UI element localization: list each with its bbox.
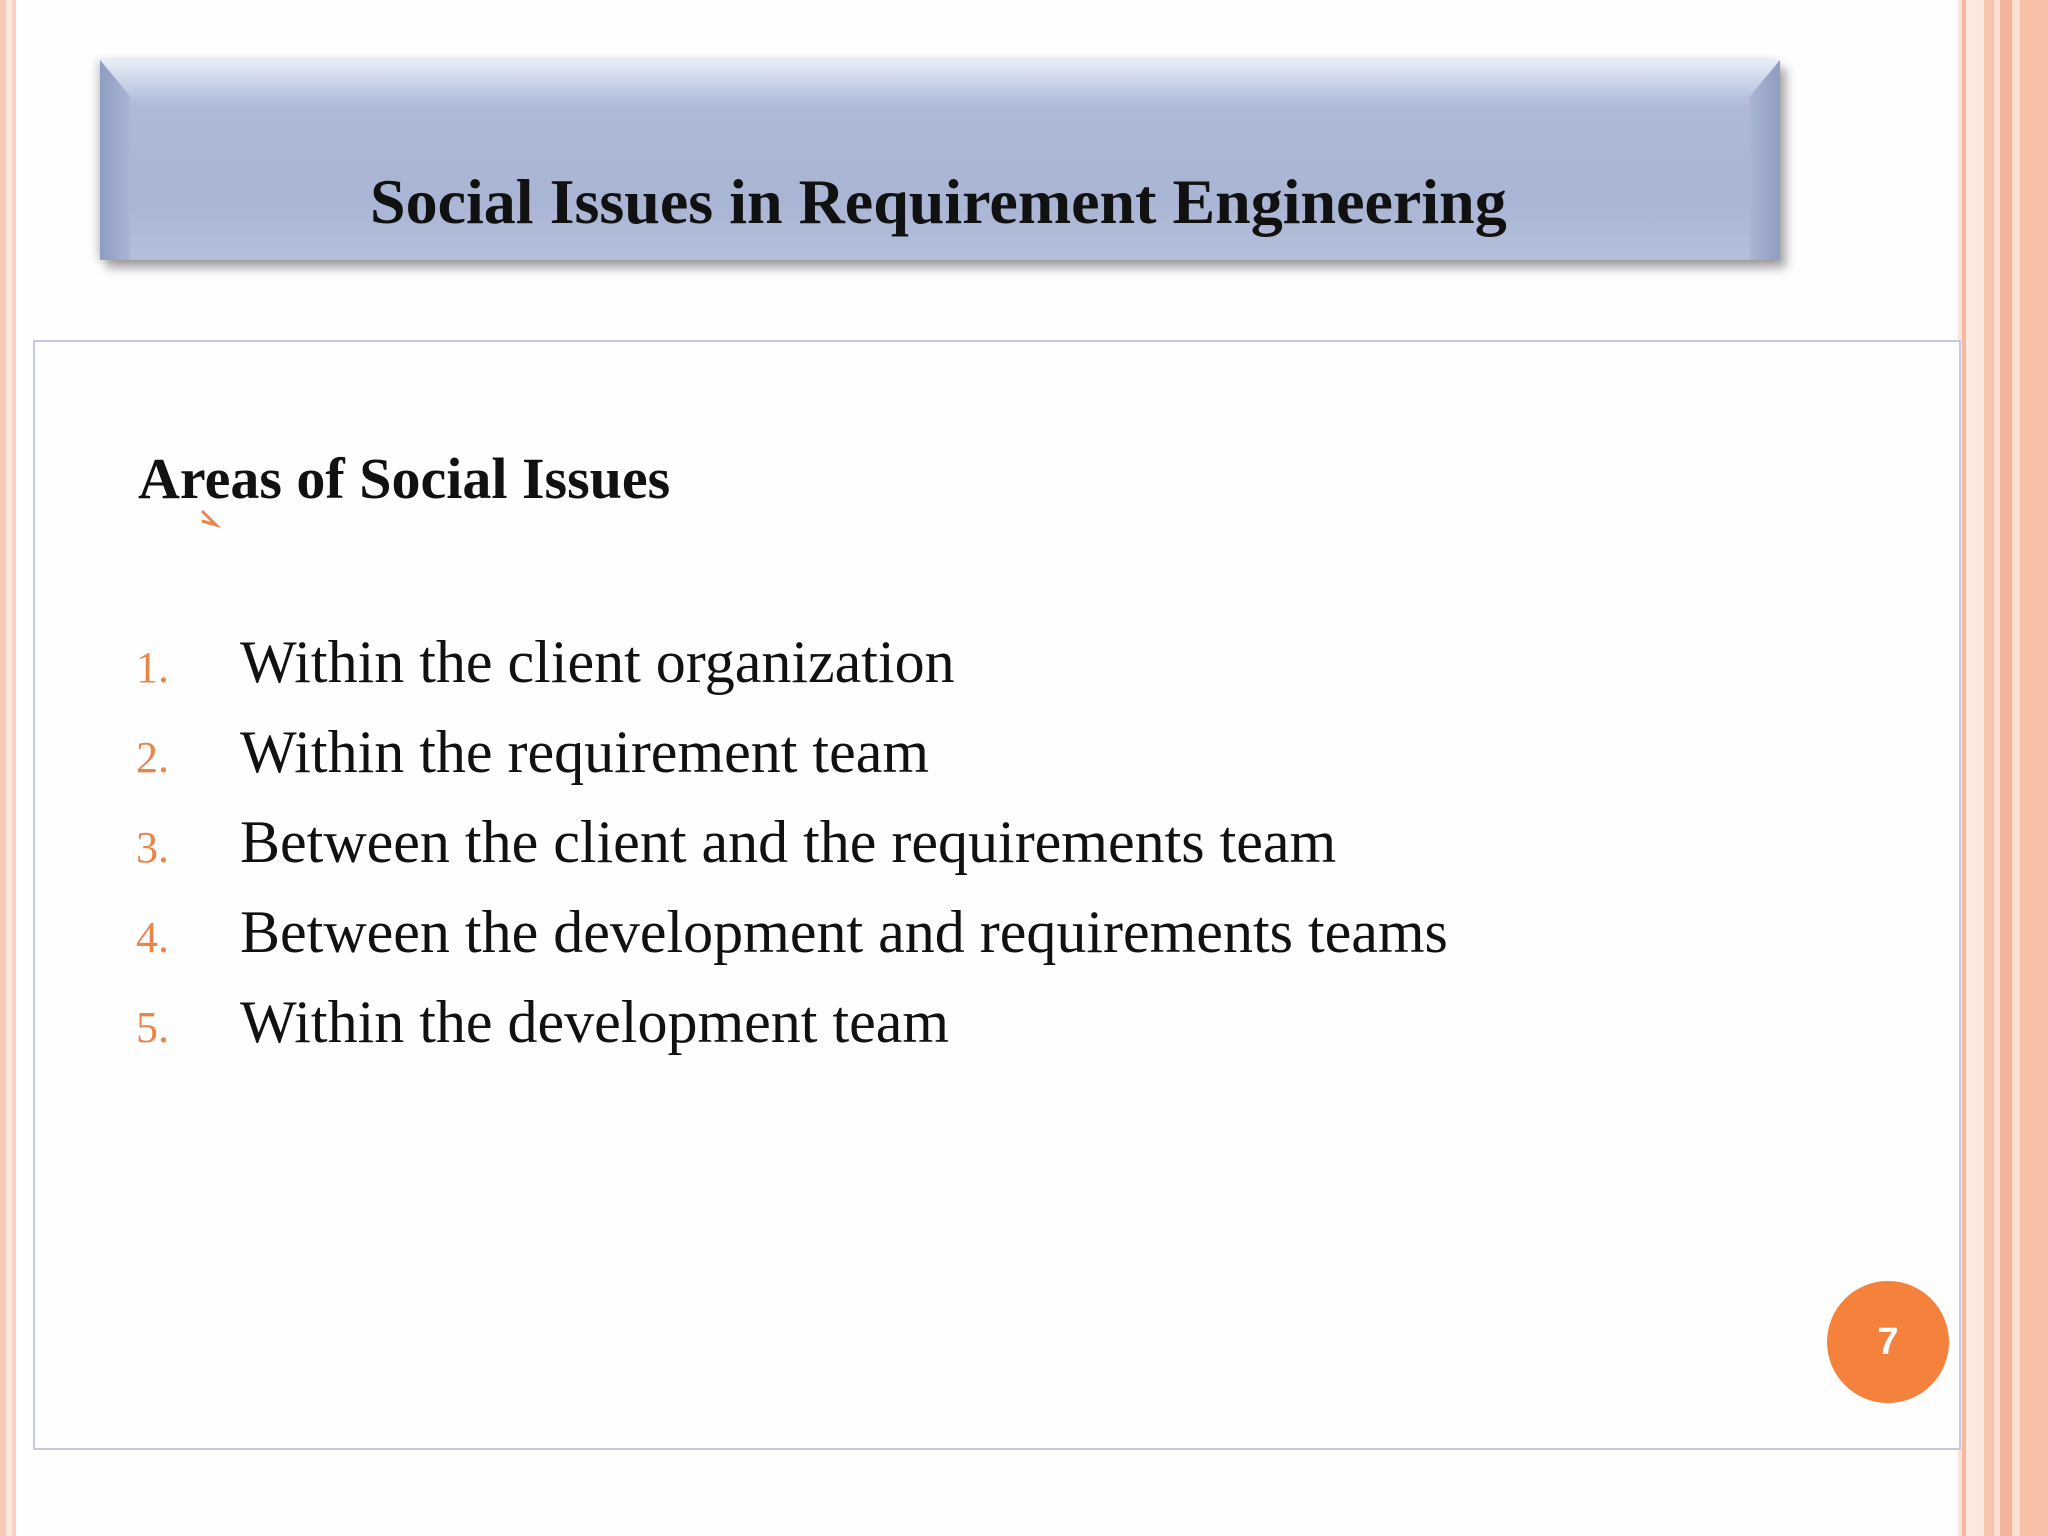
title-banner (100, 60, 1780, 260)
list-item (136, 718, 1448, 808)
section-heading: Areas of Social Issues (138, 446, 671, 511)
slide-title: Social Issues in Requirement Engineering (370, 166, 1507, 237)
list-text: Between the development and requirements teams (240, 899, 1448, 965)
list-text: Within the development team (240, 989, 950, 1055)
list-text: Within the client organization (240, 629, 955, 695)
list-item (136, 628, 1448, 718)
list-number: 4. (136, 913, 169, 962)
list-number: 5. (136, 1003, 169, 1052)
list-item (136, 808, 1448, 898)
list-number: 3. (136, 823, 169, 872)
list-text: Within the requirement team (240, 719, 930, 785)
list-item (136, 988, 1448, 1078)
list-number: 1. (136, 643, 169, 692)
annotation-caret-icon (198, 505, 224, 529)
issues-list (136, 628, 1448, 1078)
list-item (136, 898, 1448, 988)
right-decorative-border (1958, 0, 2048, 1536)
left-decorative-border (0, 0, 26, 1536)
list-text: Between the client and the requirements team (240, 809, 1337, 875)
list-number: 2. (136, 733, 169, 782)
page-number-badge: 7 (1827, 1281, 1949, 1403)
